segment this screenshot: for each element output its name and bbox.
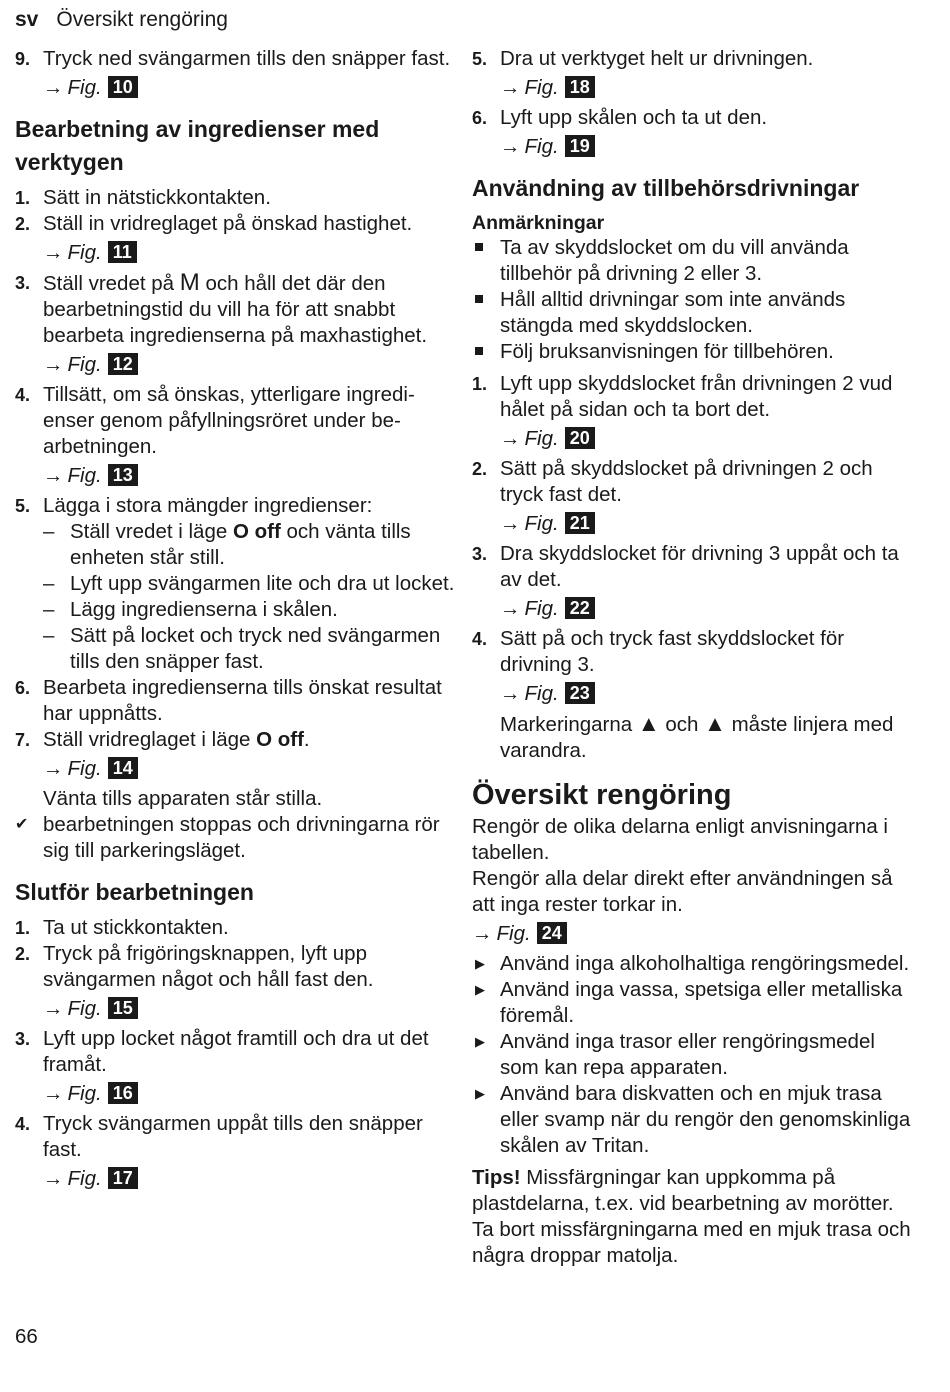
left-column — [15, 46, 455, 1196]
step-1: 1. Lyft upp skyddslocket från drivningen 2 vud hålet på sidan och ta bort det. — [472, 372, 893, 421]
triangle-bullet-icon: ▶ — [475, 956, 485, 971]
tips-paragraph: Tips! Missfärgningar kan uppkomma på plastdelarna, t.ex. vid bearbetning av morötter. Ta bort missfärgningarna med en mjuk trasa och några droppar matolja. — [472, 1166, 911, 1267]
fig-number: 18 — [565, 76, 595, 98]
checkmark-icon: ✔ — [15, 816, 29, 833]
square-bullet-icon — [475, 295, 483, 303]
step-2: 2. Sätt på skyddslocket på drivningen 2 och tryck fast det. — [472, 457, 873, 506]
square-bullet-icon — [475, 243, 483, 251]
fig-number: 16 — [108, 1082, 138, 1104]
step-3: 3. Ställ vredet på M och håll det där den bearbetningstid du vill ha för att snabbt bearbeta ingredienserna på maxhastighet. — [15, 269, 428, 347]
arrow-icon: → — [43, 997, 64, 1020]
fig-ref: → Fig. 22 — [472, 596, 912, 622]
step-text: Tryck ned svängarmen tills den snäpper fast. — [43, 47, 451, 70]
step-note: Vänta tills apparaten står stilla. — [43, 787, 323, 810]
arrow-icon: → — [500, 427, 521, 450]
language-code: sv — [15, 8, 39, 31]
arrow-icon: → — [500, 682, 521, 705]
fig-number: 13 — [108, 464, 138, 486]
fig-number: 11 — [108, 241, 137, 263]
page-header — [15, 8, 228, 32]
marking-note: Markeringarna ▲ och ▲ måste linjera med varandra. — [500, 711, 894, 762]
paragraph: Rengör de olika delarna enligt anvisningarna i tabellen. — [472, 815, 888, 864]
off-symbol: O off — [256, 728, 304, 751]
header-title: Översikt rengöring — [56, 8, 228, 31]
step-1: 1. Ta ut stickkontakten. — [15, 916, 229, 939]
warning-item: ▶ Använd inga vassa, spetsiga eller metalliska föremål. — [475, 978, 903, 1027]
tips-label: Tips! — [472, 1166, 521, 1189]
warning-item: ▶ Använd inga alkoholhaltiga rengöringsmedel. — [475, 952, 910, 975]
dash-item: – Sätt på locket och tryck ned svängarmen tills den snäpper fast. — [43, 624, 441, 673]
step-2: 2. Tryck på frigöringsknappen, lyft upp svängarmen något och håll fast den. — [15, 942, 374, 991]
section-title: Översikt rengöring — [472, 779, 732, 811]
fig-ref: → Fig. 17 — [15, 1166, 455, 1192]
section-heading: Slutför bearbetningen — [15, 879, 254, 905]
fig-number: 15 — [108, 997, 138, 1019]
fig-ref: → Fig. 19 — [472, 134, 912, 160]
note-item: Ta av skyddslocket om du vill använda tillbehör på drivning 2 eller 3. — [472, 235, 912, 287]
dash-item: – Lägg ingredienserna i skålen. — [43, 598, 338, 621]
warning-item: ▶ Använd inga trasor eller rengöringsmedel som kan repa apparaten. — [475, 1030, 875, 1079]
arrow-icon: → — [43, 76, 64, 99]
step-3: 3. Dra skyddslocket för drivning 3 uppåt och ta av det. — [472, 542, 899, 591]
arrow-icon: → — [43, 353, 64, 376]
arrow-icon: → — [472, 922, 493, 945]
triangle-bullet-icon: ▶ — [475, 1034, 485, 1049]
step-4: 4. Sätt på och tryck fast skyddslocket för drivning 3. — [472, 627, 845, 676]
fig-ref: → Fig. 20 — [472, 426, 912, 452]
fig-ref: → Fig. 12 — [15, 352, 455, 378]
fig-number: 20 — [565, 427, 595, 449]
arrow-icon: → — [43, 757, 64, 780]
arrow-icon: → — [500, 597, 521, 620]
notes-heading: Anmärkningar — [472, 212, 605, 234]
fig-ref: → Fig. 14 — [15, 756, 455, 782]
arrow-icon: → — [43, 464, 64, 487]
fig-ref: → Fig. 24 — [472, 921, 912, 947]
fig-number: 12 — [108, 353, 138, 375]
fig-ref: → Fig. 23 — [472, 681, 912, 707]
page-number: 66 — [15, 1325, 38, 1348]
fig-number: 14 — [108, 757, 138, 779]
step-2: 2. Ställ in vridreglaget på önskad hastighet. — [15, 212, 413, 235]
fig-ref: → Fig. 16 — [15, 1081, 455, 1107]
step-5: 5. Dra ut verktyget helt ur drivningen. — [472, 47, 814, 70]
triangle-bullet-icon: ▶ — [475, 1086, 485, 1101]
step-1: 1. Sätt in nätstickkontakten. — [15, 186, 271, 209]
step-4: 4. Tryck svängarmen uppåt tills den snäpper fast. — [15, 1112, 423, 1161]
section-heading: Bearbetning av ingredienser med verktygen — [15, 116, 380, 175]
step-4: 4. Tillsätt, om så önskas, ytterligare ingredienser genom påfyllningsröret under bearbetningen. — [15, 383, 415, 458]
fig-ref: → Fig. 18 — [472, 75, 912, 101]
fig-number: 24 — [537, 922, 567, 944]
max-speed-symbol: M — [179, 269, 200, 296]
dash-item: – Ställ vredet i läge O off och vänta tills enheten står still. — [43, 520, 411, 569]
arrow-icon: → — [500, 512, 521, 535]
fig-number: 21 — [565, 512, 595, 534]
fig-number: 17 — [108, 1167, 138, 1189]
step-6: 6. Lyft upp skålen och ta ut den. — [472, 106, 768, 129]
fig-ref: → Fig. 11 — [15, 240, 455, 266]
square-bullet-icon — [475, 347, 483, 355]
paragraph: Rengör alla delar direkt efter användningen så att inga rester torkar in. — [472, 867, 893, 916]
fig-ref: → Fig. 13 — [15, 463, 455, 489]
step-5: 5. Lägga i stora mängder ingredienser: — [15, 494, 373, 517]
arrow-icon: → — [500, 135, 521, 158]
off-symbol: O off — [232, 520, 281, 543]
fig-number: 23 — [565, 682, 595, 704]
step-6: 6. Bearbeta ingredienserna tills önskat resultat har uppnåtts. — [15, 676, 442, 725]
right-column — [472, 46, 912, 1269]
dash-item: – Lyft upp svängarmen lite och dra ut locket. — [43, 572, 455, 595]
arrow-icon: → — [43, 1082, 64, 1105]
fig-ref: → Fig. 21 — [472, 511, 912, 537]
fig-number: 19 — [565, 135, 595, 157]
warning-item: ▶ Använd bara diskvatten och en mjuk trasa eller svamp när du rengör den genomskinliga skålen av Tritan. — [475, 1082, 911, 1157]
triangle-marker-icon: ▲ — [704, 711, 726, 736]
section-heading: Användning av tillbehörsdrivningar — [472, 175, 860, 201]
result-line: ✔ bearbetningen stoppas och drivningarna rör sig till parkeringsläget. — [15, 813, 440, 862]
arrow-icon: → — [43, 241, 64, 264]
note-item: Håll alltid drivningar som inte används stängda med skyddslocken. — [472, 287, 912, 339]
fig-number: 22 — [565, 597, 595, 619]
step-3: 3. Lyft upp locket något framtill och dra ut det framåt. — [15, 1027, 429, 1076]
triangle-bullet-icon: ▶ — [475, 982, 485, 997]
triangle-marker-icon: ▲ — [637, 711, 660, 736]
arrow-icon: → — [43, 1167, 64, 1190]
fig-ref: → Fig. 15 — [15, 996, 455, 1022]
fig-ref: → Fig. 10 — [15, 75, 455, 101]
note-item: Följ bruksanvisningen för tillbehören. — [472, 339, 912, 365]
arrow-icon: → — [500, 76, 521, 99]
fig-number: 10 — [108, 76, 138, 98]
step-9: 9. Tryck ned svängarmen tills den snäpper fast. — [15, 47, 451, 70]
step-7: 7. Ställ vridreglaget i läge O off. — [15, 728, 310, 751]
